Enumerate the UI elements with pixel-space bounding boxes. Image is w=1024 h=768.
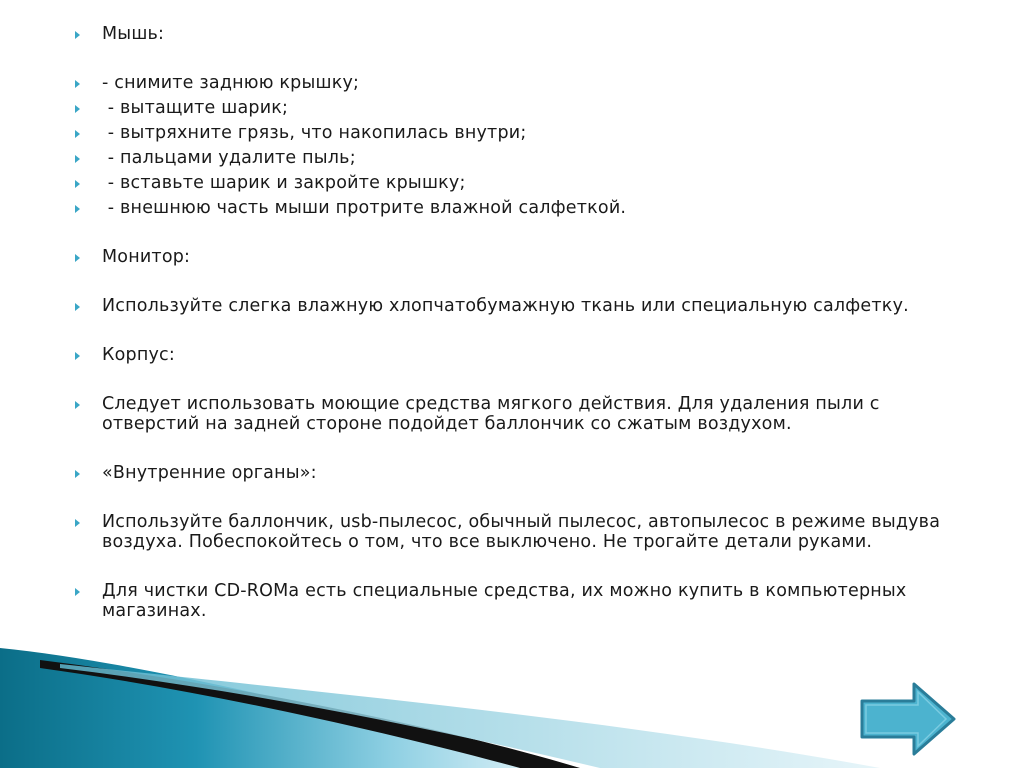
item-text: «Внутренние органы»: — [102, 463, 317, 483]
list-item — [72, 123, 952, 143]
item-text: Используйте баллончик, usb-пылесос, обычный пылесос, автопылесос в режиме выдува воздуха. Побеспокойтесь о том, что все выключено. Не трогайте детали руками. — [102, 512, 946, 552]
bullet-icon — [72, 73, 102, 93]
list-item — [72, 24, 952, 44]
item-text: - вытряхните грязь, что накопилась внутри; — [102, 123, 527, 143]
list-item — [72, 296, 952, 316]
bullet-icon — [72, 345, 102, 365]
list-item — [72, 394, 952, 434]
item-text: - пальцами удалите пыль; — [102, 148, 356, 168]
bullet-icon — [72, 148, 102, 168]
bullet-icon — [72, 581, 102, 601]
item-text: - вставьте шарик и закройте крышку; — [102, 173, 466, 193]
list-item — [72, 247, 952, 267]
item-text: Монитор: — [102, 247, 191, 267]
bullet-icon — [72, 98, 102, 118]
list-item — [72, 148, 952, 168]
item-text: Используйте слегка влажную хлопчатобумажную ткань или специальную салфетку. — [102, 296, 909, 316]
bullet-icon — [72, 173, 102, 193]
bullet-icon — [72, 512, 102, 532]
list-item — [72, 345, 952, 365]
bullet-icon — [72, 247, 102, 267]
item-text: Мышь: — [102, 24, 165, 44]
bullet-icon — [72, 463, 102, 483]
arrow-right-icon — [856, 678, 960, 760]
item-text: - снимите заднюю крышку; — [102, 73, 360, 93]
bullet-icon — [72, 24, 102, 44]
list-item — [72, 581, 952, 621]
item-text: Следует использовать моющие средства мягкого действия. Для удаления пыли с отверстий на задней стороне подойдет баллончик со сжатым воздухом. — [102, 394, 886, 434]
bullet-icon — [72, 394, 102, 414]
bullet-icon — [72, 123, 102, 143]
item-text: Для чистки CD-ROMа есть специальные средства, их можно купить в компьютерных магазинах. — [102, 581, 913, 621]
bullet-icon — [72, 296, 102, 316]
bullet-icon — [72, 198, 102, 218]
list-item — [72, 512, 952, 552]
list-item — [72, 173, 952, 193]
list-item — [72, 98, 952, 118]
list-item — [72, 73, 952, 93]
item-text: Корпус: — [102, 345, 175, 365]
item-text: - вытащите шарик; — [102, 98, 289, 118]
item-text: - внешнюю часть мыши протрите влажной салфеткой. — [102, 198, 627, 218]
list-item — [72, 463, 952, 483]
list-item — [72, 198, 952, 218]
bullet-list — [72, 24, 972, 621]
next-slide-button[interactable] — [856, 678, 960, 760]
